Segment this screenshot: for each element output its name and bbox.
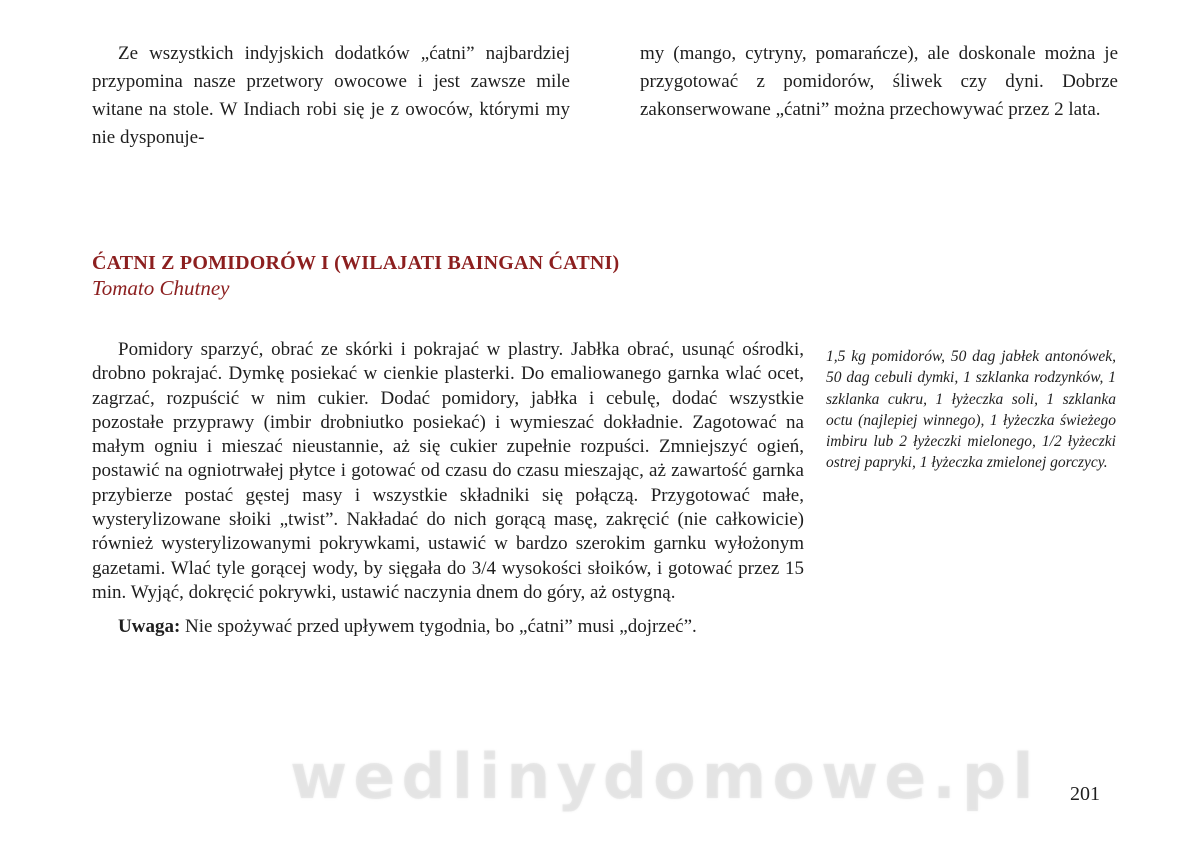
recipe-subtitle: Tomato Chutney bbox=[92, 276, 230, 300]
intro-paragraph-right: my (mango, cytryny, pomarańcze), ale doskonale można je przygotować z pomidorów, śliwek czy dyni. Dobrze zakonserwowane „ćatni” można przechowywać przez 2 lata. bbox=[640, 43, 1118, 120]
recipe-title: ĆATNI Z POMIDORÓW I (WILAJATI BAINGAN ĆATNI) bbox=[92, 252, 620, 274]
note-label: Uwaga: bbox=[118, 616, 181, 638]
intro-right-column bbox=[640, 40, 1118, 124]
intro-left-column bbox=[92, 40, 570, 152]
ingredients-list: 1,5 kg pomidorów, 50 dag jabłek antonówek, 50 dag cebuli dymki, 1 szklanka rodzynków, 1 szklanka cukru, 1 łyżeczka soli, 1 szklanka octu (najlepiej winnego), 1 łyżeczka świeżego imbiru lub 2 łyżeczki mielonego, 1/2 łyżeczki ostrej papryki, 1 łyżeczka zmielonej gorczycy. bbox=[826, 348, 1116, 472]
intro-paragraph-left: Ze wszystkich indyjskich dodatków „ćatni” najbardziej przypomina nasze przetwory owocowe i jest zawsze mile witane na stole. W Indiach robi się je z owoców, którymi my nie dysponuje- bbox=[92, 43, 570, 148]
method-paragraph: Pomidory sparzyć, obrać ze skórki i pokrajać w plastry. Jabłka obrać, usunąć ośrodki, drobno pokrajać. Dymkę posiekać w cienkie plasterki. Do emaliowanego garnka wlać ocet, zagrzać, rozpuścić w nim cukier. Dodać pomidory, jabłka i cebulę, dodać wszystkie pozostałe przyprawy (imbir drobniutko posiekać) i wymieszać dokładnie. Zagotować na małym ogniu i mieszać nieustannie, aż się cukier zupełnie rozpuści. Zmniejszyć ogień, postawić na ogniotrwałej płytce i gotować od czasu do czasu mieszając, aż zawartość garnka przybierze postać gęstej masy i wszystkie składniki się połączą. Przygotować małe, wysterylizowane słoiki „twist”. Nakładać do nich gorącą masę, zakręcić (nie całkowicie) również wysterylizowanymi pokrywkami, ustawić w bardzo szerokim garnku wyłożonym gazetami. Wlać tyle gorącej wody, by sięgała do 3/4 wysokości słoików, i gotować przez 15 min. Wyjąć, dokręcić pokrywki, ustawić naczynia dnem do góry, aż ostygną. bbox=[92, 339, 804, 603]
note-text: Nie spożywać przed upływem tygodnia, bo „ćatni” musi „dojrzeć”. bbox=[180, 616, 697, 638]
recipe-method bbox=[92, 338, 804, 640]
page-number: 201 bbox=[1070, 783, 1100, 805]
note-paragraph bbox=[92, 615, 804, 639]
watermark: wedlinydomowe.pl bbox=[290, 740, 1040, 813]
